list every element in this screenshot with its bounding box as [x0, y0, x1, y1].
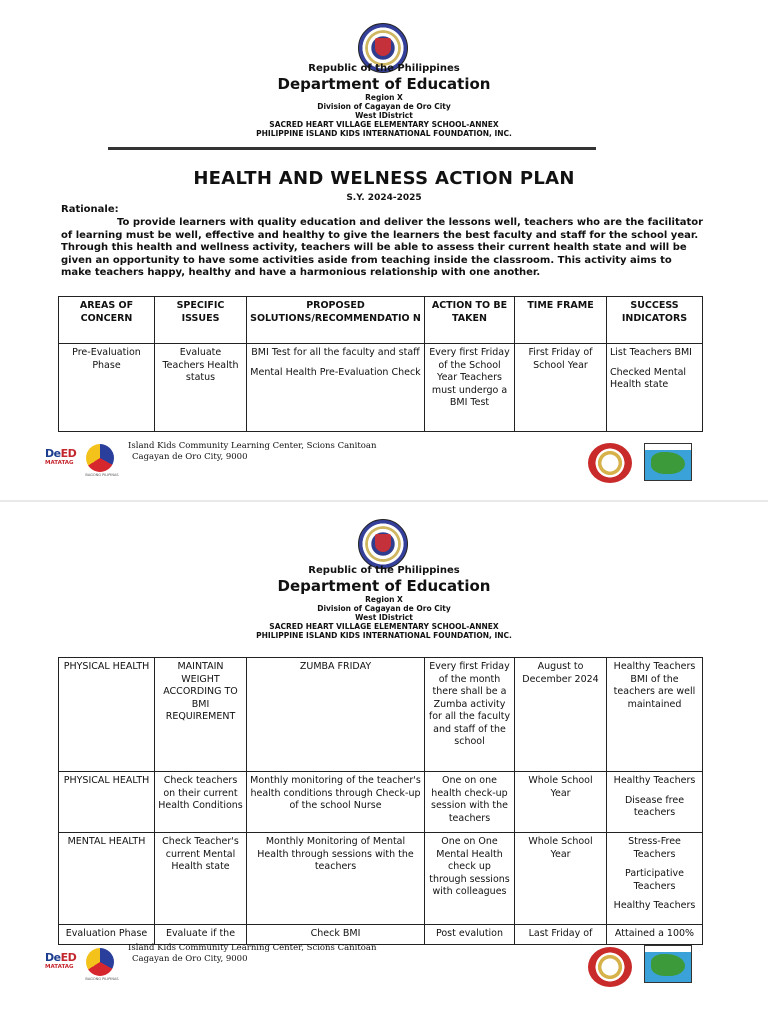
deped-matatag-logo [45, 447, 87, 477]
action-plan-table-2 [58, 657, 703, 945]
document-page-2 [0, 502, 768, 1024]
footer-address [128, 441, 376, 463]
cell-solutions [247, 925, 425, 945]
cell-area: PHYSICAL HEALTH [59, 772, 155, 833]
deped-matatag-logo [45, 951, 87, 981]
division-text: Division of Cagayan de Oro City [317, 102, 451, 111]
school-text: SACRED HEART VILLAGE ELEMENTARY SCHOOL-ANNEX [269, 120, 499, 129]
solution-item: Monthly monitoring of the teacher's health conditions through Check-up of the school Nurse [250, 775, 421, 811]
republic-text: Republic of the Philippines [308, 63, 460, 74]
solution-item: ZUMBA FRIDAY [299, 661, 372, 672]
table-header-row [59, 297, 703, 344]
cell-indicators [607, 344, 703, 432]
cell-issue: Check teachers on their current Health Conditions [155, 772, 247, 833]
cell-time: Whole School Year [515, 833, 607, 925]
document-page-1 [0, 0, 768, 500]
matatag-text: MATATAG [45, 964, 74, 970]
indicator-item: Healthy Teachers BMI of the teachers are well maintained [613, 661, 696, 710]
indicator-item: List Teachers BMI [610, 347, 692, 358]
cell-solutions [247, 658, 425, 772]
region-text: Region X [365, 595, 403, 604]
letterhead [0, 565, 768, 640]
cell-time: First Friday of School Year [515, 344, 607, 432]
header-divider [108, 147, 596, 150]
district-text: West IDistrict [355, 613, 413, 622]
foundation-text: PHILIPPINE ISLAND KIDS INTERNATIONAL FOUNDATION, INC. [256, 129, 512, 138]
table-row [59, 772, 703, 833]
school-seal-icon [588, 443, 632, 483]
school-year: S.Y. 2024-2025 [346, 193, 422, 203]
cell-action: One on One Mental Health check up through sessions with colleagues [425, 833, 515, 925]
indicator-item: Stress-Free Teachers [628, 836, 681, 860]
cell-action: Every first Friday of the School Year Teachers must undergo a BMI Test [425, 344, 515, 432]
action-plan-table-1 [58, 296, 703, 432]
cell-issue: Check Teacher's current Mental Health state [155, 833, 247, 925]
bagong-pilipinas-caption: BAGONG PILIPINAS [85, 473, 119, 477]
solution-item: Monthly Monitoring of Mental Health through sessions with the teachers [257, 836, 414, 872]
cell-time: August to December 2024 [515, 658, 607, 772]
indicator-item: Attained a 100% [614, 928, 695, 939]
solution-item: Check BMI [310, 928, 361, 939]
table-row [59, 344, 703, 432]
matatag-text: MATATAG [45, 460, 74, 466]
footer-address [128, 943, 376, 965]
cell-issue: MAINTAIN WEIGHT ACCORDING TO BMI REQUIREMENT [155, 658, 247, 772]
department-text: Department of Education [277, 577, 491, 595]
cell-solutions [247, 344, 425, 432]
indicator-item: Disease free teachers [624, 794, 685, 818]
indicator-item: Participative Teachers [625, 868, 684, 892]
bagong-pilipinas-icon [86, 444, 114, 472]
indicator-item: Healthy Teachers [613, 900, 696, 911]
cell-solutions [247, 772, 425, 833]
school-seal-icon [588, 947, 632, 987]
address-line-2: Cagayan de Oro City, 9000 [132, 452, 248, 462]
cell-time: Whole School Year [515, 772, 607, 833]
header-areas: AREAS OF CONCERN [59, 297, 155, 344]
cell-area: PHYSICAL HEALTH [59, 658, 155, 772]
indicator-item: Checked Mental Health state [610, 366, 687, 390]
cell-issue: Evaluate Teachers Health status [155, 344, 247, 432]
table-row [59, 833, 703, 925]
cell-area: Pre-Evaluation Phase [59, 344, 155, 432]
cell-indicators [607, 833, 703, 925]
cell-action: Every first Friday of the month there shall be a Zumba activity for all the faculty and staff of the school [425, 658, 515, 772]
island-kids-map-icon [644, 945, 692, 983]
letterhead [0, 63, 768, 138]
cell-time: Last Friday of [515, 925, 607, 945]
header-indicators: SUCCESS INDICATORS [607, 297, 703, 344]
table-row [59, 658, 703, 772]
rationale-text: To provide learners with quality education and deliver the lessons well, teachers who are the facilitator of learning must be well, effective and healthy to give the learners the best faculty and staff for the school year. Through this health and wellness activity, teachers will be able to assess their current health state and will be given an opportunity to have some activities aside from teaching inside the classroom. This activity aims to make teachers happy, healthy and have a harmonious relationship with one another. [61, 217, 704, 278]
district-text: West IDistrict [355, 111, 413, 120]
region-text: Region X [365, 93, 403, 102]
deped-seal-icon [358, 519, 408, 569]
school-text: SACRED HEART VILLAGE ELEMENTARY SCHOOL-ANNEX [269, 622, 499, 631]
cell-issue: Evaluate if the [155, 925, 247, 945]
document-title: HEALTH AND WELNESS ACTION PLAN [193, 168, 575, 189]
solution-item: Mental Health Pre-Evaluation Check [250, 366, 421, 378]
solution-item: BMI Test for all the faculty and staff [251, 347, 420, 358]
cell-indicators [607, 658, 703, 772]
department-text: Department of Education [277, 75, 491, 93]
cell-area: MENTAL HEALTH [59, 833, 155, 925]
bagong-pilipinas-caption: BAGONG PILIPINAS [85, 977, 119, 981]
island-kids-map-icon [644, 443, 692, 481]
header-action: ACTION TO BE TAKEN [425, 297, 515, 344]
table-row [59, 925, 703, 945]
division-text: Division of Cagayan de Oro City [317, 604, 451, 613]
cell-indicators [607, 925, 703, 945]
indicator-item: Healthy Teachers [613, 775, 696, 786]
header-solutions: PROPOSED SOLUTIONS/RECOMMENDATIO N [247, 297, 425, 344]
bagong-pilipinas-icon [86, 948, 114, 976]
deped-de: De [45, 951, 61, 964]
rationale-label: Rationale: [61, 204, 119, 215]
foundation-text: PHILIPPINE ISLAND KIDS INTERNATIONAL FOUNDATION, INC. [256, 631, 512, 640]
republic-text: Republic of the Philippines [308, 565, 460, 576]
cell-action: Post evalution [425, 925, 515, 945]
cell-indicators [607, 772, 703, 833]
address-line-1: Island Kids Community Learning Center, Scions Canitoan [128, 441, 377, 451]
cell-action: One on one health check-up session with the teachers [425, 772, 515, 833]
address-line-1: Island Kids Community Learning Center, Scions Canitoan [128, 943, 377, 953]
cell-area: Evaluation Phase [59, 925, 155, 945]
cell-solutions [247, 833, 425, 925]
header-issues: SPECIFIC ISSUES [155, 297, 247, 344]
deped-ed: ED [60, 951, 77, 964]
header-timeframe: TIME FRAME [515, 297, 607, 344]
deped-ed: ED [60, 447, 77, 460]
deped-de: De [45, 447, 61, 460]
address-line-2: Cagayan de Oro City, 9000 [132, 954, 248, 964]
